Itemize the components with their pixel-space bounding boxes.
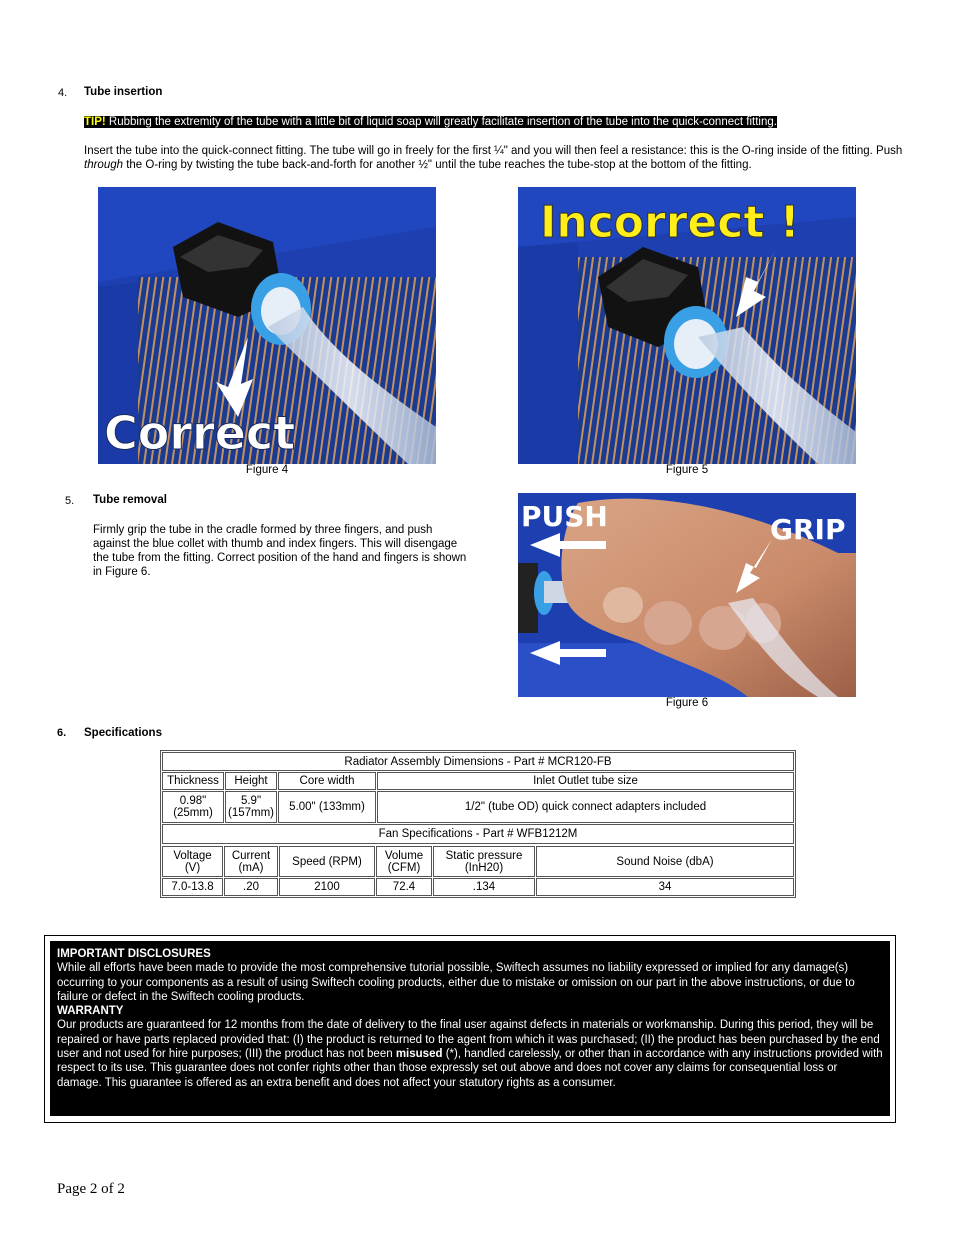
section-4-number: 4. xyxy=(58,87,68,99)
cell-core-width: 5.00" (133mm) xyxy=(278,791,376,823)
radiator-header: Radiator Assembly Dimensions - Part # MCR120-FB xyxy=(162,752,794,771)
disclosures-box xyxy=(44,935,896,1123)
cell-height: 5.9" (157mm) xyxy=(225,791,277,823)
section-6-number: 6. xyxy=(57,727,67,739)
col-thickness: Thickness xyxy=(162,772,224,790)
figure-6-photo xyxy=(518,493,856,697)
tip-label: TIP! xyxy=(84,116,106,128)
figure-5-overlay: Incorrect ! xyxy=(540,197,800,248)
page-number: Page 2 of 2 xyxy=(57,1181,125,1197)
tip-line xyxy=(84,115,874,129)
warranty-text-b: (*), handled carelessly, or other than in accordance with any instructions provided with respect to its use. This guarantee does not confer rights other than those expressly set out above and does not cover any claims for consequential loss or damage. This guarantee is offered as an extra benefit and does not affect your statutory rights as a consumer. xyxy=(57,1048,883,1089)
figure-4-overlay: Correct xyxy=(104,406,296,460)
warranty-title: WARRANTY xyxy=(57,1005,124,1018)
cell-voltage: 7.0-13.8 xyxy=(162,878,223,896)
figure-6-push-label: PUSH xyxy=(521,500,608,533)
col-core-width: Core width xyxy=(278,772,376,790)
warranty-text-a: Our products are guaranteed for 12 months from the date of delivery to the final user against defects in materials or workmanship. During this period, they will be repaired or have parts replaced provided that: (I) the product is returned to the agent from which it was purchased; (II) the product has been purchased by the end user and not used for hire purposes; (III) the product has not been xyxy=(57,1019,880,1061)
col-current: Current (mA) xyxy=(224,846,278,877)
figure-5-caption: Figure 5 xyxy=(665,464,709,476)
warranty-misused: misused xyxy=(395,1048,443,1061)
spec-table xyxy=(160,750,796,898)
col-tube-size: Inlet Outlet tube size xyxy=(377,772,794,790)
section-5-title: Tube removal xyxy=(93,494,167,506)
warranty-body xyxy=(57,1018,883,1089)
figure-5-photo xyxy=(518,187,856,464)
disclosures-title: IMPORTANT DISCLOSURES xyxy=(57,948,211,960)
insertion-text-a: Insert the tube into the quick-connect fitting. The tube will go in freely for the first ¼" and you will then feel a resistance: this is the O-ring inside of the fitting. Push xyxy=(84,145,903,157)
col-speed: Speed (RPM) xyxy=(279,846,375,877)
section-5-number: 5. xyxy=(65,495,75,507)
cell-current: .20 xyxy=(224,878,278,896)
col-sound-noise: Sound Noise (dbA) xyxy=(536,846,794,877)
tip-text: Rubbing the extremity of the tube with a little bit of liquid soap will greatly facilitate insertion of the tube into the quick-connect fitting. xyxy=(105,116,777,128)
col-height: Height xyxy=(225,772,277,790)
figure-6-caption: Figure 6 xyxy=(665,697,709,709)
col-voltage: Voltage (V) xyxy=(162,846,223,877)
disclosures-text xyxy=(57,947,883,1090)
figure-6-grip-label: GRIP xyxy=(770,513,846,546)
figure-4-photo xyxy=(98,187,436,464)
figure-4-caption: Figure 4 xyxy=(245,464,289,476)
fan-header: Fan Specifications - Part # WFB1212M xyxy=(162,824,794,844)
insertion-emphasis: through xyxy=(84,159,124,171)
removal-paragraph: Firmly grip the tube in the cradle formed by three fingers, and push against the blue collet with thumb and index fingers. This will disengage the tube from the fitting. Correct position of the hand and fingers is shown in Figure 6. xyxy=(93,524,467,578)
insertion-paragraph xyxy=(84,144,904,172)
cell-static-pressure: .134 xyxy=(433,878,535,896)
disclosures-body: While all efforts have been made to provide the most comprehensive tutorial possible, Swiftech assumes no liability expressed or implied for any damage(s) occurring to your components as a result of using Swiftech cooling products, either due to mistake or omission on our part in the above instructions, or due to failure or defect in the Swiftech cooling products. xyxy=(57,962,855,1003)
cell-volume: 72.4 xyxy=(376,878,432,896)
col-volume: Volume (CFM) xyxy=(376,846,432,877)
cell-speed: 2100 xyxy=(279,878,375,896)
cell-thickness: 0.98" (25mm) xyxy=(162,791,224,823)
section-4-title: Tube insertion xyxy=(84,86,163,98)
insertion-text-b: the O-ring by twisting the tube back-and-forth for another ½" until the tube reaches the tube-stop at the bottom of the fitting. xyxy=(123,159,752,171)
disclosures-panel xyxy=(50,941,890,1116)
cell-tube-size: 1/2" (tube OD) quick connect adapters included xyxy=(377,791,794,823)
section-6-title: Specifications xyxy=(84,727,162,739)
col-static-pressure: Static pressure (InH20) xyxy=(433,846,535,877)
cell-sound-noise: 34 xyxy=(536,878,794,896)
